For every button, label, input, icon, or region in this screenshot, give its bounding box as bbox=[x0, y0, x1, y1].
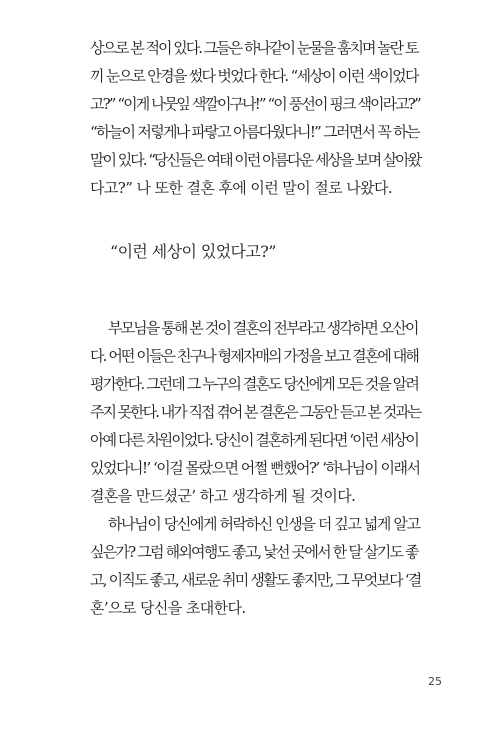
text-line: 고?” “이게 나뭇잎 색깔이구나!” “이 풍선이 핑크 색이라고?” bbox=[90, 95, 420, 113]
text-line: 하나님이 당신에게 허락하신 인생을 더 깊고 넓게 알고 bbox=[108, 515, 420, 533]
text-line: 있었다니!’ ‘이걸 몰랐으면 어쩔 뻔했어?’ ‘하나님이 이래서 bbox=[90, 459, 420, 477]
page-number: 25 bbox=[428, 675, 442, 688]
text-line: 평가한다. 그런데 그 누구의 결혼도 당신에게 모든 것을 알려 bbox=[90, 375, 418, 393]
text-line: 말이 있다. “당신들은 여태 이런 아름다운 세상을 보며 살아왔 bbox=[90, 151, 421, 169]
text-line: 상으로 본 적이 있다. 그들은 하나같이 눈물을 훔치며 놀란 토 bbox=[90, 39, 418, 57]
text-line: 끼 눈으로 안경을 썼다 벗었다 한다. “세상이 이런 색이었다 bbox=[90, 67, 418, 85]
text-line: “하늘이 저렇게나 파랗고 아름다웠다니!” 그러면서 꼭 하는 bbox=[90, 123, 419, 141]
text-line: 다고?” 나 또한 결혼 후에 이런 말이 절로 나왔다. bbox=[90, 179, 393, 197]
text-line: 혼’으로 당신을 초대한다. bbox=[90, 599, 246, 617]
text-line: 싶은가? 그럼 해외여행도 좋고, 낯선 곳에서 한 달 살기도 좋 bbox=[90, 543, 418, 561]
text-line: 다. 어떤 이들은 친구나 형제자매의 가정을 보고 결혼에 대해 bbox=[90, 347, 418, 365]
text-line: 고, 이직도 좋고, 새로운 취미 생활도 좋지만, 그 무엇보다 ‘결 bbox=[90, 571, 421, 589]
quote-line: “이런 세상이 있었다고?” bbox=[110, 242, 276, 261]
text-line: 주지 못한다. 내가 직접 겪어 본 결혼은 그동안 듣고 본 것과는 bbox=[90, 403, 421, 421]
text-line: 부모님을 통해 본 것이 결혼의 전부라고 생각하면 오산이 bbox=[108, 319, 418, 337]
text-line: 아예 다른 차원이었다. 당신이 결혼하게 된다면 ‘이런 세상이 bbox=[90, 431, 418, 449]
text-line: 결혼을 만드셨군’ 하고 생각하게 될 것이다. bbox=[90, 487, 356, 505]
